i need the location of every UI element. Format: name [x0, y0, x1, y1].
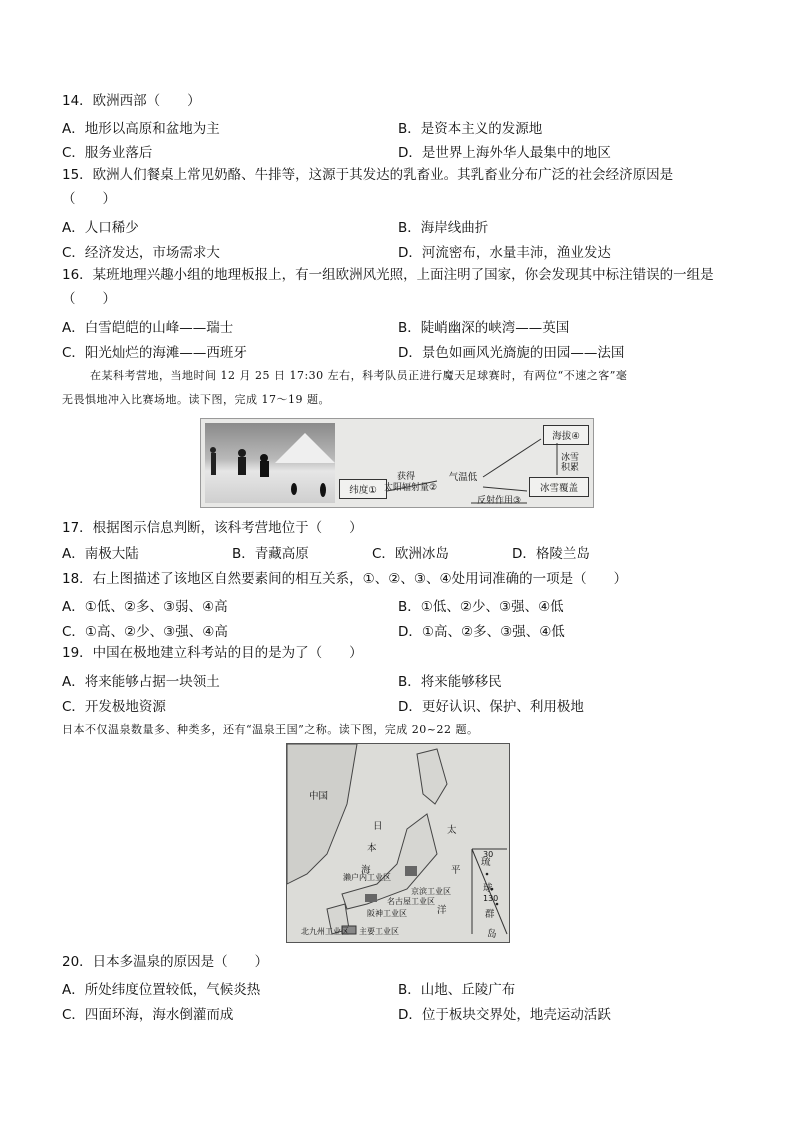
q14-option-a: A．地形以高原和盆地为主: [62, 121, 220, 137]
label-ryukyu-1: 琉: [481, 857, 491, 868]
label-ben: 本: [367, 843, 377, 854]
q17-option-c: C．欧洲冰岛: [372, 546, 449, 562]
label-setonaikai: 濑户内工业区: [343, 873, 391, 882]
q19-stem: 19．中国在极地建立科考站的目的是为了（ ）: [62, 645, 363, 661]
label-ri: 日: [373, 821, 383, 832]
q14-option-b: B．是资本主义的发源地: [398, 121, 543, 137]
q19-option-b: B．将来能够移民: [398, 674, 502, 690]
label-radiation: 太阳辐射量②: [384, 483, 438, 493]
q16-option-d: D．景色如画风光旖旎的田园——法国: [398, 345, 625, 361]
q18-option-b: B．①低、②少、③强、④低: [398, 599, 564, 615]
label-ryukyu-4: 岛: [487, 929, 497, 940]
q15-option-a: A．人口稀少: [62, 220, 139, 236]
q19-option-c: C．开发极地资源: [62, 699, 166, 715]
q20-option-a: A．所处纬度位置较低，气候炎热: [62, 982, 261, 998]
legend-industrial-area: 主要工业区: [359, 927, 399, 936]
q19-option-d: D．更好认识、保护、利用极地: [398, 699, 584, 715]
box-latitude: 纬度①: [339, 479, 387, 499]
q15-option-d: D．河流密布，水量丰沛，渔业发达: [398, 245, 611, 261]
box-altitude: 海拔④: [543, 425, 589, 445]
box-low-temp: 气温低: [448, 472, 478, 483]
q14-stem: 14．欧洲西部（ ）: [62, 93, 201, 109]
q16-stem-cont: （ ）: [62, 291, 116, 307]
q15-stem: 15．欧洲人们餐桌上常见奶酪、牛排等，这源于其发达的乳畜业。其乳畜业分布广泛的社会经济原因是: [62, 167, 674, 183]
label-lat-30: 30: [483, 850, 494, 859]
label-lon-130: 130: [483, 894, 499, 903]
q15-stem-cont: （ ）: [62, 191, 116, 207]
q18-option-c: C．①高、②少、③强、④高: [62, 624, 228, 640]
q20-option-b: B．山地、丘陵广布: [398, 982, 516, 998]
antarctic-figure: [200, 418, 594, 508]
q15-option-b: B．海岸线曲折: [398, 220, 489, 236]
q16-stem: 16．某班地理兴趣小组的地理板报上，有一组欧洲风光照，上面注明了国家，你会发现其中标注错误的一组是: [62, 267, 714, 283]
q17-options: [62, 545, 662, 563]
q19-option-a: A．将来能够占据一块领土: [62, 674, 220, 690]
q20-stem: 20．日本多温泉的原因是（ ）: [62, 954, 269, 970]
q16-option-b: B．陡峭幽深的峡湾——英国: [398, 320, 570, 336]
q17-option-b: B．青藏高原: [232, 546, 309, 562]
label-kitakyushu: 北九州工业区: [301, 927, 349, 936]
q18-option-d: D．①高、②多、③强、④低: [398, 624, 565, 640]
q18-stem: 18．右上图描述了该地区自然要素间的相互关系，①、②、③、④处用词准确的一项是（ ）: [62, 571, 628, 587]
label-keihin: 京滨工业区: [411, 887, 451, 896]
q16-option-a: A．白雪皑皑的山峰——瑞士: [62, 320, 234, 336]
label-get: 获得: [397, 472, 416, 482]
japan-map: [286, 743, 510, 943]
q17-option-d: D．格陵兰岛: [512, 546, 590, 562]
label-reflect: 反射作用③: [477, 496, 522, 506]
q14-option-c: C．服务业落后: [62, 145, 153, 161]
q16-option-c: C．阳光灿烂的海滩——西班牙: [62, 345, 247, 361]
label-snow-accum: 冰雪积累: [561, 453, 580, 473]
label-tai: 太: [447, 825, 457, 836]
q14-option-d: D．是世界上海外华人最集中的地区: [398, 145, 611, 161]
q18-option-a: A．①低、②多、③弱、④高: [62, 599, 228, 615]
label-nagoya: 名古屋工业区: [387, 897, 435, 906]
label-ryukyu-2: 球: [483, 883, 493, 894]
q15-option-c: C．经济发达，市场需求大: [62, 245, 220, 261]
q17-stem: 17．根据图示信息判断，该科考营地位于（ ）: [62, 520, 363, 536]
intro-17-19-line2: 无畏惧地冲入比赛场地。读下图，完成 17～19 题。: [62, 393, 330, 406]
q20-option-d: D．位于板块交界处，地壳运动活跃: [398, 1007, 611, 1023]
q20-option-c: C．四面环海，海水倒灌而成: [62, 1007, 234, 1023]
label-yang: 洋: [437, 905, 447, 916]
label-hanshin: 阪神工业区: [367, 909, 407, 918]
label-ping: 平: [451, 865, 461, 876]
intro-17-19-line1: 在某科考营地，当地时间 12 月 25 日 17:30 左右，科考队员正进行魔天足球赛时，有两位“不速之客”毫: [90, 369, 628, 382]
box-snow-cover: 冰雪覆盖: [529, 477, 589, 497]
intro-20-22: 日本不仅温泉数量多、种类多，还有“温泉王国”之称。读下图，完成 20~22 题。: [62, 723, 479, 736]
label-hai: 海: [361, 865, 371, 876]
q17-option-a: A．南极大陆: [62, 546, 139, 562]
label-ryukyu-3: 群: [485, 909, 495, 920]
label-china: 中国: [309, 791, 329, 802]
